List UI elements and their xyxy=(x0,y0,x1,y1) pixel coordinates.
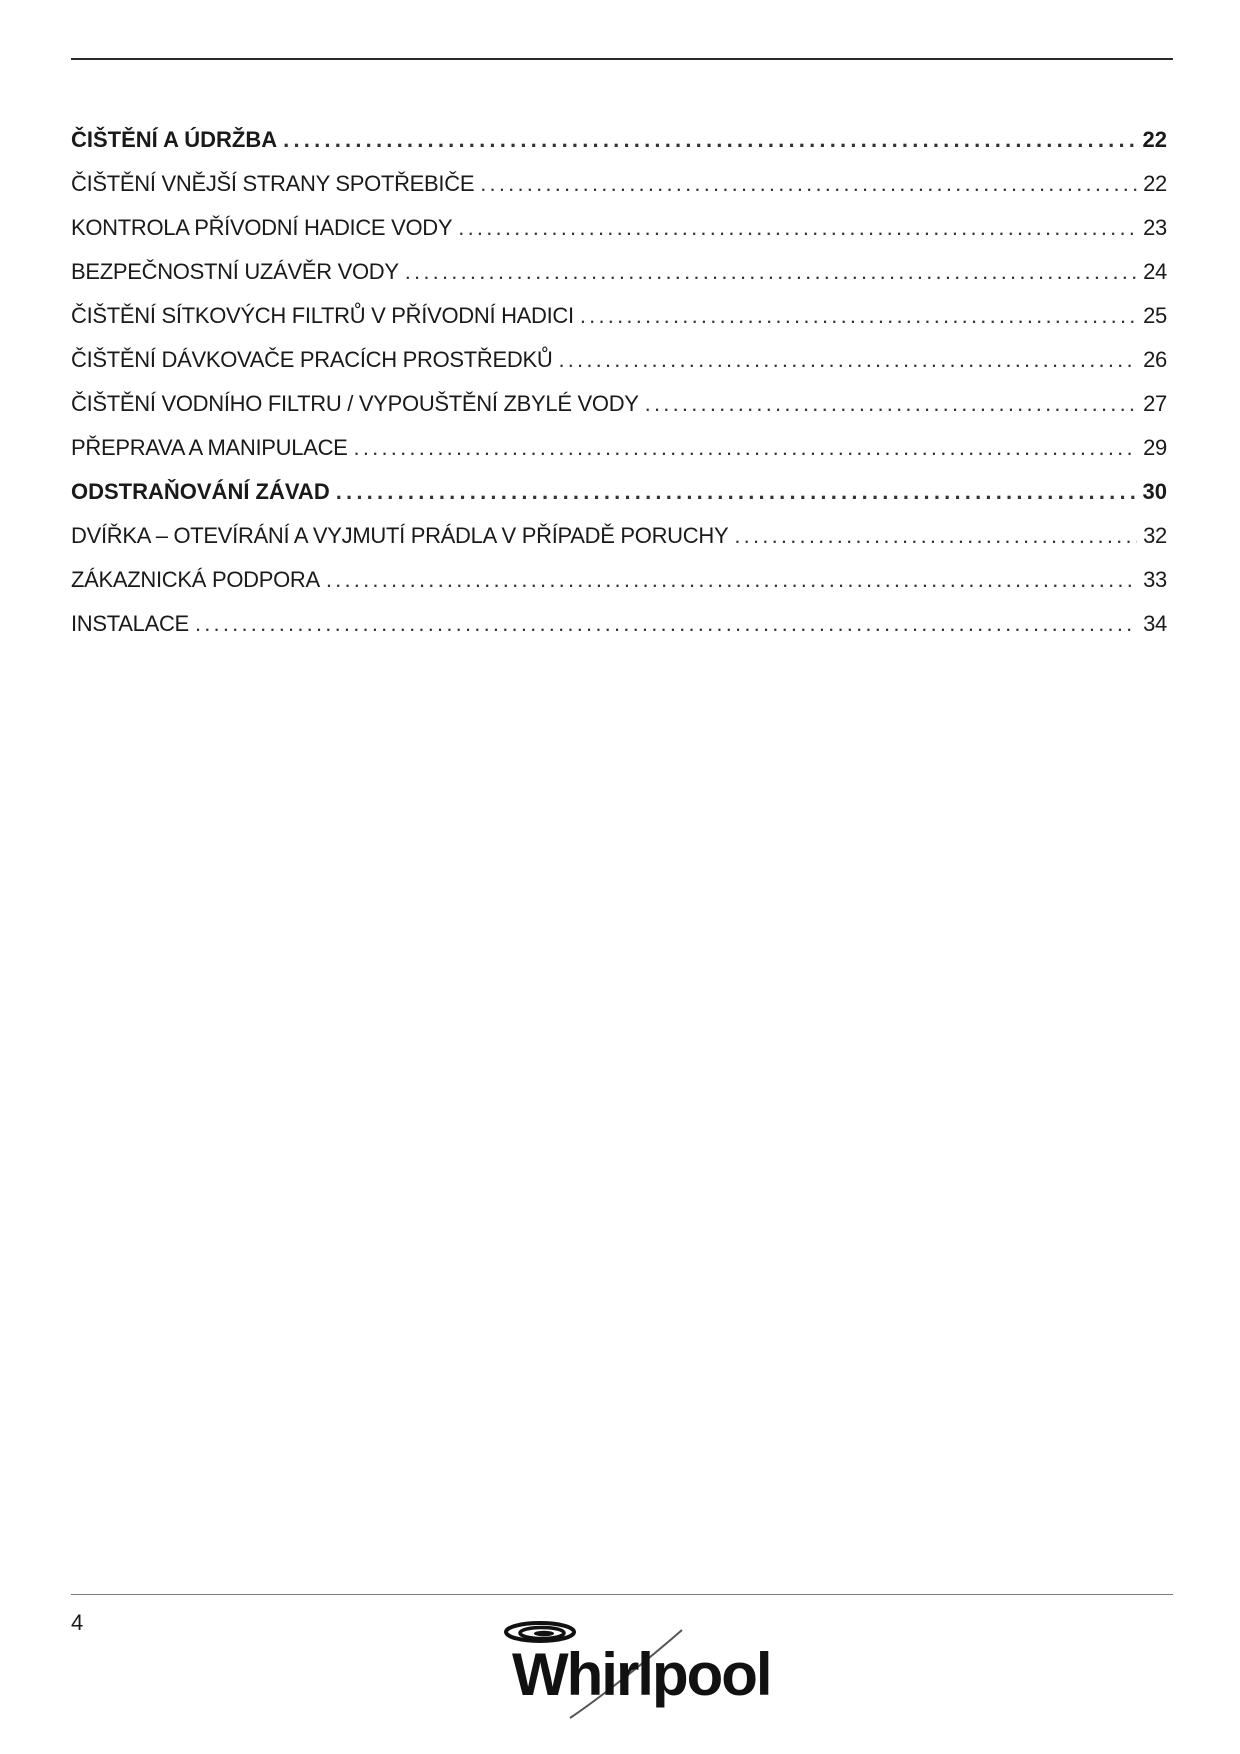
toc-leader-dots xyxy=(195,602,1137,646)
toc-entry-label: BEZPEČNOSTNÍ UZÁVĚR VODY xyxy=(71,259,399,284)
toc-entry-page: 24 xyxy=(1143,259,1167,284)
toc-entry[interactable] xyxy=(71,558,1167,602)
toc-leader-dots xyxy=(734,514,1137,558)
toc-leader-dots xyxy=(326,558,1137,602)
table-of-contents xyxy=(71,118,1167,646)
toc-entry-label: INSTALACE xyxy=(71,611,189,636)
toc-entry-page: 30 xyxy=(1142,479,1167,504)
toc-entry-label: ČIŠTĚNÍ A ÚDRŽBA xyxy=(71,127,278,152)
whirlpool-logo xyxy=(500,1618,771,1724)
toc-entry-page: 25 xyxy=(1143,303,1167,328)
toc-entry[interactable] xyxy=(71,206,1167,250)
toc-entry[interactable] xyxy=(71,250,1167,294)
toc-leader-dots xyxy=(580,294,1137,338)
toc-entry[interactable] xyxy=(71,602,1167,646)
toc-entry-page: 26 xyxy=(1143,347,1167,372)
toc-entry[interactable] xyxy=(71,118,1167,162)
page-number: 4 xyxy=(71,1610,84,1635)
toc-leader-dots xyxy=(480,162,1137,206)
toc-entry-label: KONTROLA PŘÍVODNÍ HADICE VODY xyxy=(71,215,453,240)
toc-entry[interactable] xyxy=(71,426,1167,470)
toc-entry-label: PŘEPRAVA A MANIPULACE xyxy=(71,435,348,460)
toc-entry-page: 34 xyxy=(1143,611,1167,636)
toc-entry[interactable] xyxy=(71,162,1167,206)
toc-leader-dots xyxy=(558,338,1137,382)
toc-entry-label: DVÍŘKA – OTEVÍRÁNÍ A VYJMUTÍ PRÁDLA V PŘÍPADĚ PORUCHY xyxy=(71,523,729,548)
toc-entry-label: ODSTRAŇOVÁNÍ ZÁVAD xyxy=(71,479,330,504)
toc-entry-page: 22 xyxy=(1143,171,1167,196)
toc-entry-page: 22 xyxy=(1142,127,1167,152)
toc-leader-dots xyxy=(354,426,1138,470)
toc-leader-dots xyxy=(336,470,1137,514)
toc-entry-label: ČIŠTĚNÍ DÁVKOVAČE PRACÍCH PROSTŘEDKŮ xyxy=(71,347,553,372)
toc-entry[interactable] xyxy=(71,470,1167,514)
toc-entry[interactable] xyxy=(71,514,1167,558)
bottom-rule xyxy=(71,1594,1173,1595)
toc-leader-dots xyxy=(283,118,1136,162)
toc-entry-page: 27 xyxy=(1143,391,1167,416)
toc-entry-label: ČIŠTĚNÍ VODNÍHO FILTRU / VYPOUŠTĚNÍ ZBYLÉ VODY xyxy=(71,391,639,416)
toc-entry-page: 29 xyxy=(1143,435,1167,460)
toc-entry[interactable] xyxy=(71,294,1167,338)
toc-leader-dots xyxy=(405,250,1137,294)
toc-entry-label: ČIŠTĚNÍ SÍTKOVÝCH FILTRŮ V PŘÍVODNÍ HADICI xyxy=(71,303,574,328)
toc-entry-label: ZÁKAZNICKÁ PODPORA xyxy=(71,567,320,592)
brand-name: Whirlpool xyxy=(512,1641,771,1708)
toc-leader-dots xyxy=(645,382,1137,426)
toc-entry-page: 23 xyxy=(1143,215,1167,240)
toc-leader-dots xyxy=(458,206,1137,250)
toc-entry[interactable] xyxy=(71,382,1167,426)
toc-entry-page: 32 xyxy=(1143,523,1167,548)
toc-entry-label: ČIŠTĚNÍ VNĚJŠÍ STRANY SPOTŘEBIČE xyxy=(71,171,475,196)
toc-entry-page: 33 xyxy=(1143,567,1167,592)
toc-entry[interactable] xyxy=(71,338,1167,382)
top-rule xyxy=(71,58,1173,60)
